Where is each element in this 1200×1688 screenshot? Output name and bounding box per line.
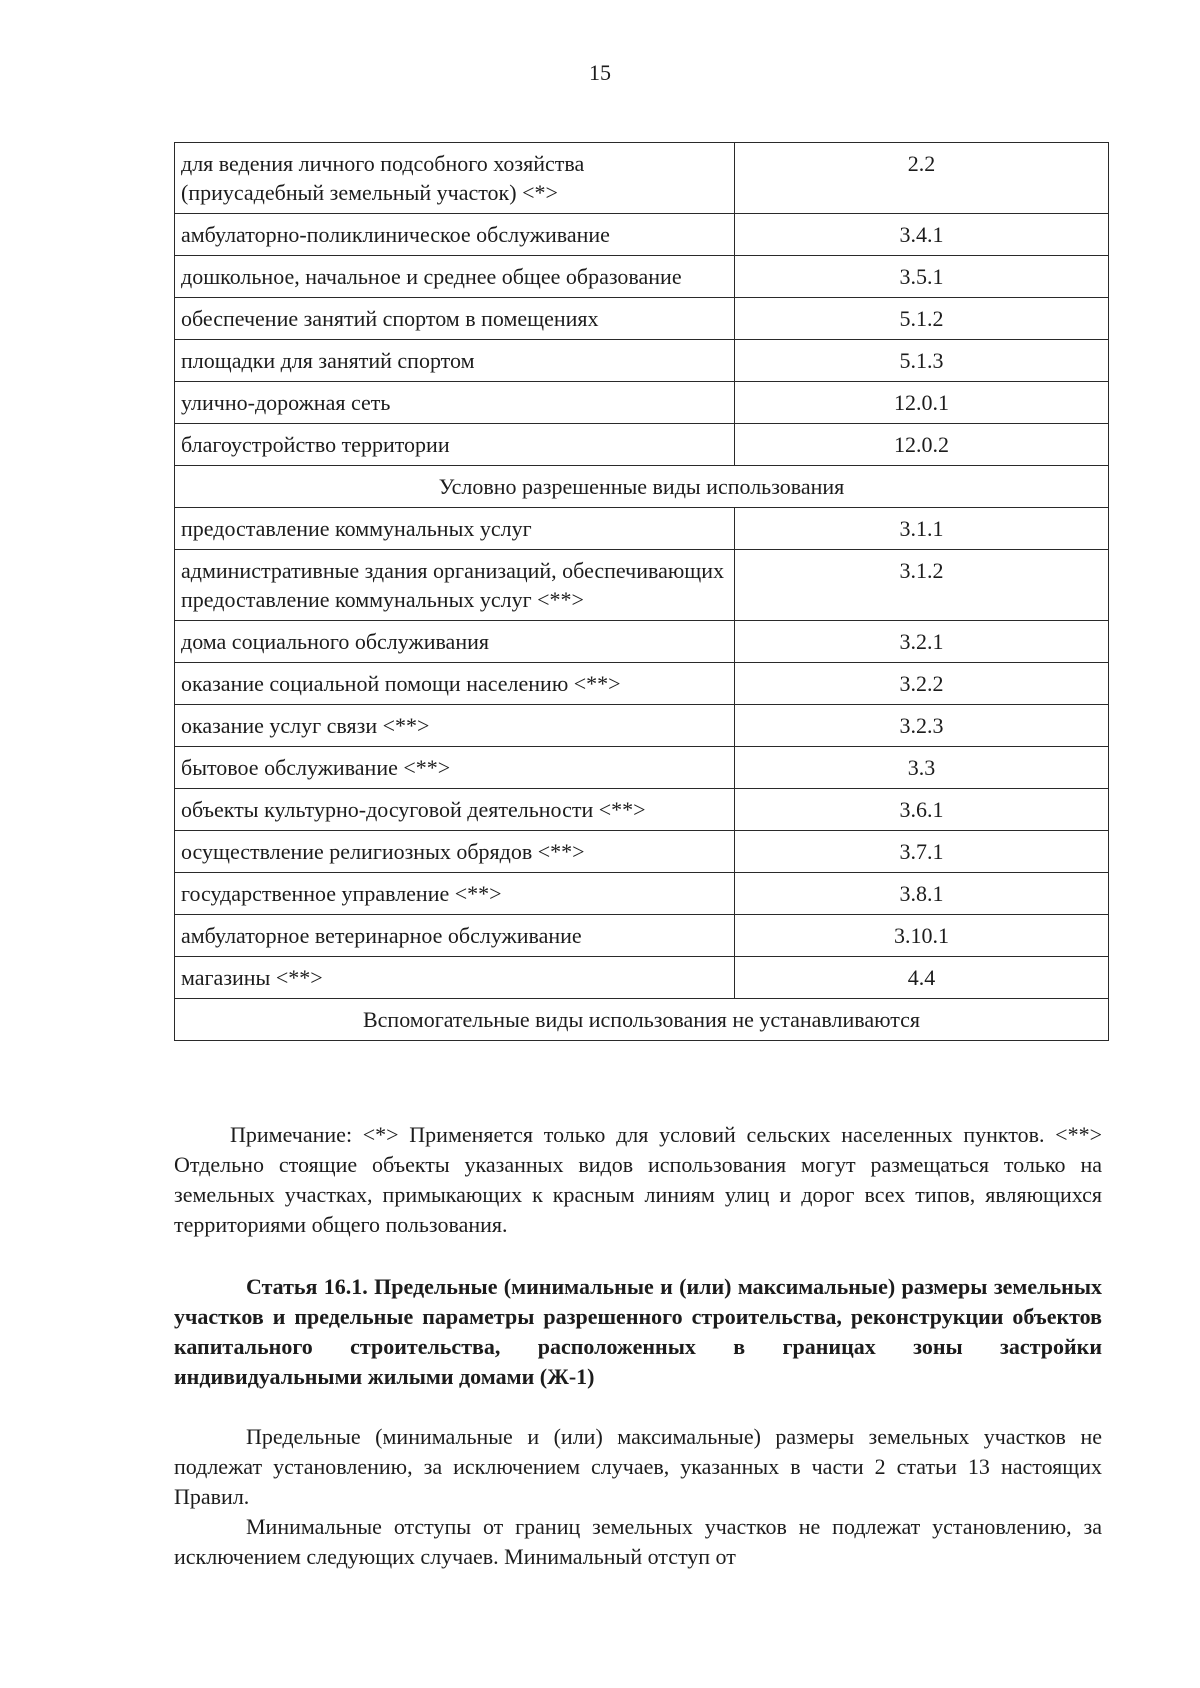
use-code-cell: 3.3 (735, 747, 1109, 789)
use-name-cell: объекты культурно-досуговой деятельности <**> (175, 789, 735, 831)
table-row (175, 550, 1109, 621)
use-code-cell: 4.4 (735, 957, 1109, 999)
use-code-cell: 3.6.1 (735, 789, 1109, 831)
use-name-cell: предоставление коммунальных услуг (175, 508, 735, 550)
section-auxiliary-uses: Вспомогательные виды использования не устанавливаются (175, 999, 1109, 1041)
table-row (175, 789, 1109, 831)
permitted-uses-table (174, 142, 1109, 1041)
table-row (175, 663, 1109, 705)
table-section-row (175, 999, 1109, 1041)
table-row (175, 873, 1109, 915)
table-row (175, 747, 1109, 789)
table-note: Примечание: <*> Применяется только для условий сельских населенных пунктов. <**> Отдельно стоящие объекты указанных видов использования могут размещаться только на земельных участках, примыкающих к красным линиям улиц и дорог всех типов, являющихся территориями общего пользования. (174, 1122, 1102, 1237)
use-name-cell: оказание услуг связи <**> (175, 705, 735, 747)
table-row (175, 382, 1109, 424)
table-row (175, 957, 1109, 999)
use-name-cell: амбулаторно-поликлиническое обслуживание (175, 214, 735, 256)
use-name-cell: осуществление религиозных обрядов <**> (175, 831, 735, 873)
table-row (175, 705, 1109, 747)
table-row (175, 831, 1109, 873)
use-code-cell: 3.7.1 (735, 831, 1109, 873)
use-name-cell: благоустройство территории (175, 424, 735, 466)
paragraph-1: Предельные (минимальные и (или) максимальные) размеры земельных участков не подлежат установлению, за исключением случаев, указанных в части 2 статьи 13 настоящих Правил. (174, 1424, 1102, 1509)
use-code-cell: 3.8.1 (735, 873, 1109, 915)
use-code-cell: 3.5.1 (735, 256, 1109, 298)
table-row (175, 214, 1109, 256)
article-title: Статья 16.1. Предельные (минимальные и (или) максимальные) размеры земельных участков и предельные параметры разрешенного строительства, реконструкции объектов капитального строительства, расположенных в границах зоны застройки индивидуальными жилыми домами (Ж-1) (174, 1274, 1102, 1389)
use-name-cell: дошкольное, начальное и среднее общее образование (175, 256, 735, 298)
use-code-cell: 3.1.1 (735, 508, 1109, 550)
use-name-cell: государственное управление <**> (175, 873, 735, 915)
use-code-cell: 12.0.2 (735, 424, 1109, 466)
paragraph-2: Минимальные отступы от границ земельных участков не подлежат установлению, за исключением следующих случаев. Минимальный отступ от (174, 1514, 1102, 1569)
use-name-cell: оказание социальной помощи населению <**> (175, 663, 735, 705)
use-code-cell: 3.4.1 (735, 214, 1109, 256)
use-name-cell: бытовое обслуживание <**> (175, 747, 735, 789)
table-row (175, 508, 1109, 550)
use-name-cell: дома социального обслуживания (175, 621, 735, 663)
table-section-row (175, 466, 1109, 508)
table-row (175, 340, 1109, 382)
table-row (175, 256, 1109, 298)
table-row (175, 915, 1109, 957)
use-code-cell: 5.1.2 (735, 298, 1109, 340)
table-row (175, 298, 1109, 340)
use-name-cell: административные здания организаций, обеспечивающих предоставление коммунальных услуг <**> (175, 550, 735, 621)
use-code-cell: 3.2.1 (735, 621, 1109, 663)
table-row (175, 424, 1109, 466)
use-name-cell: магазины <**> (175, 957, 735, 999)
use-code-cell: 5.1.3 (735, 340, 1109, 382)
use-code-cell: 3.1.2 (735, 550, 1109, 621)
section-conditional-uses: Условно разрешенные виды использования (175, 466, 1109, 508)
use-code-cell: 2.2 (735, 143, 1109, 214)
page-number: 15 (589, 60, 611, 85)
use-name-cell: площадки для занятий спортом (175, 340, 735, 382)
use-code-cell: 3.2.3 (735, 705, 1109, 747)
use-code-cell: 3.10.1 (735, 915, 1109, 957)
use-name-cell: амбулаторное ветеринарное обслуживание (175, 915, 735, 957)
table-row (175, 621, 1109, 663)
table-row (175, 143, 1109, 214)
use-name-cell: обеспечение занятий спортом в помещениях (175, 298, 735, 340)
use-code-cell: 3.2.2 (735, 663, 1109, 705)
use-code-cell: 12.0.1 (735, 382, 1109, 424)
use-name-cell: для ведения личного подсобного хозяйства (приусадебный земельный участок) <*> (175, 143, 735, 214)
use-name-cell: улично-дорожная сеть (175, 382, 735, 424)
